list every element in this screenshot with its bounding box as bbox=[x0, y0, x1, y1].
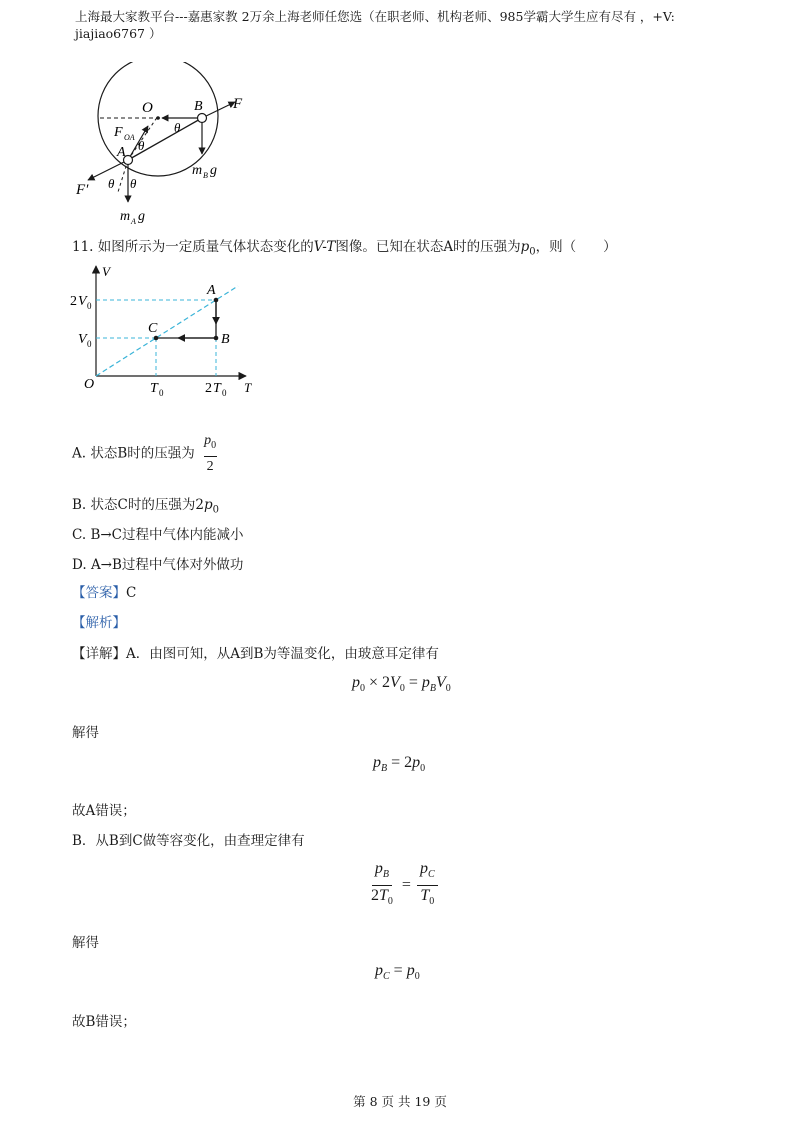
eq4-p0: p bbox=[406, 962, 415, 979]
eq1-v: V bbox=[390, 674, 400, 691]
eq1-pb-sub: B bbox=[429, 683, 436, 695]
label-theta-left: θ bbox=[108, 176, 115, 191]
eq1-times: × 2 bbox=[365, 674, 391, 691]
label-o: O bbox=[142, 100, 153, 116]
label-foa-sub: OA bbox=[124, 133, 135, 142]
label-a: A bbox=[117, 145, 126, 160]
label-mag: m bbox=[120, 209, 131, 224]
question-text-1: 如图所示为一定质量气体状态变化的 bbox=[97, 239, 314, 255]
label-foa: F bbox=[114, 125, 123, 140]
tick-t0-sub: 0 bbox=[159, 388, 164, 398]
eq3-n2-sub: C bbox=[427, 869, 435, 881]
question-number: 11. bbox=[72, 239, 94, 255]
option-a-text: 状态B时的压强为 bbox=[90, 445, 195, 462]
eq4-p: p bbox=[375, 962, 383, 979]
answer-value: C bbox=[126, 585, 137, 601]
analysis-tag: 【解析】 bbox=[72, 615, 126, 631]
label-theta-right: θ bbox=[130, 176, 137, 191]
eq2-p0-sub: 0 bbox=[420, 763, 426, 775]
answer-tag: 【答案】 bbox=[72, 585, 126, 601]
vt-graph bbox=[66, 262, 266, 402]
page-footer: 第 8 页 共 19 页 bbox=[353, 1094, 447, 1109]
option-b-sub: 0 bbox=[212, 504, 219, 516]
question-text-3: ，则（ ） bbox=[535, 239, 617, 255]
tick-2v0-v: V bbox=[78, 294, 87, 309]
option-b bbox=[72, 496, 219, 520]
state-a-label: A bbox=[207, 283, 216, 298]
option-a-label: A. bbox=[72, 445, 87, 462]
solve-label-1: 解得 bbox=[72, 725, 99, 741]
center-o bbox=[156, 116, 160, 120]
eq2-p0: p bbox=[412, 754, 421, 771]
tick-v0-v: V bbox=[78, 332, 87, 347]
eq4-p-sub: C bbox=[383, 971, 390, 983]
question-p0-sub: 0 bbox=[529, 246, 536, 258]
equation-pb bbox=[373, 754, 425, 774]
option-b-p: p bbox=[203, 497, 213, 513]
equation-charles bbox=[366, 860, 440, 911]
header-line-1: 上海最大家教平台---嘉惠家教 2万余上海老师任您选（在职老师、机构老师、985学霸大学生应有尽有 ，+V: bbox=[75, 9, 675, 24]
eq1-v2-sub: 0 bbox=[445, 683, 451, 695]
eq3-d1-pre: 2 bbox=[371, 887, 379, 905]
label-mag-sub: A bbox=[131, 217, 136, 226]
force-diagram bbox=[70, 62, 260, 232]
detail-b-text: B．从B到C做等容变化，由查理定律有 bbox=[72, 833, 305, 849]
detail-tag: 【详解】 bbox=[72, 646, 126, 662]
option-d-label: D. bbox=[72, 557, 87, 573]
eq4-p0-sub: 0 bbox=[414, 971, 420, 983]
eq1-v-sub: 0 bbox=[399, 683, 405, 695]
eq3-fraction-right bbox=[417, 860, 438, 911]
label-mag-g: g bbox=[138, 209, 145, 224]
option-a-den: 2 bbox=[204, 456, 217, 476]
page-header bbox=[75, 8, 735, 42]
state-b-label: B bbox=[221, 332, 230, 347]
option-b-coef: 2 bbox=[195, 497, 204, 513]
point-c bbox=[154, 336, 159, 341]
point-b bbox=[214, 336, 219, 341]
eq3-d2-t: T bbox=[420, 887, 430, 905]
label-mbg-sub: B bbox=[203, 171, 208, 180]
question-text-2: 图像。已知在状态A时的压强为 bbox=[335, 239, 521, 255]
axis-label-t: T bbox=[244, 380, 252, 395]
tick-2t0-prefix: 2 bbox=[205, 381, 212, 396]
conclusion-a: 故A错误； bbox=[72, 803, 136, 819]
eq3-d1-sub: 0 bbox=[387, 896, 393, 908]
solve-label-2: 解得 bbox=[72, 935, 99, 951]
option-c-label: C. bbox=[72, 527, 87, 543]
eq3-d1-t: T bbox=[379, 887, 388, 905]
detail-a-line bbox=[72, 645, 439, 663]
tick-2v0-sub: 0 bbox=[87, 301, 92, 311]
eq2-equals: = 2 bbox=[387, 754, 413, 771]
answer-line bbox=[72, 584, 136, 602]
option-b-text: 状态C时的压强为 bbox=[90, 497, 196, 513]
eq2-p: p bbox=[373, 754, 381, 771]
eq4-equals: = bbox=[389, 962, 407, 979]
origin-label: O bbox=[84, 377, 95, 392]
label-fprime: F′ bbox=[76, 182, 89, 198]
label-mbg-g: g bbox=[210, 163, 217, 178]
eq1-p0: p bbox=[352, 674, 360, 691]
state-c-label: C bbox=[148, 321, 158, 336]
tick-2t0-t: T bbox=[213, 381, 221, 396]
equation-boyle bbox=[352, 674, 451, 694]
option-a bbox=[72, 432, 221, 476]
eq1-v2: V bbox=[435, 674, 446, 691]
eq3-equals: = bbox=[401, 876, 411, 894]
tick-2t0-sub: 0 bbox=[222, 388, 227, 398]
option-c-text: B→C过程中气体内能减小 bbox=[90, 527, 244, 543]
eq3-d2-sub: 0 bbox=[429, 896, 435, 908]
tick-2v0-prefix: 2 bbox=[70, 294, 77, 309]
eq3-n1-p: p bbox=[374, 860, 383, 877]
header-line-2: jiajiao6767 ） bbox=[75, 26, 162, 41]
label-f: F bbox=[233, 96, 243, 112]
eq3-n1-sub: B bbox=[382, 869, 389, 881]
equation-pc bbox=[375, 962, 420, 982]
tick-v0-sub: 0 bbox=[87, 339, 92, 349]
conclusion-b: 故B错误； bbox=[72, 1014, 136, 1030]
question-stem bbox=[72, 238, 617, 262]
eq3-n2-p: p bbox=[419, 860, 428, 877]
label-theta-a: θ bbox=[138, 138, 145, 153]
question-vt: V-T bbox=[313, 239, 336, 255]
eq1-p0-sub: 0 bbox=[360, 683, 365, 695]
option-d-text: A→B过程中气体对外做功 bbox=[90, 557, 244, 573]
label-b: B bbox=[194, 99, 203, 114]
eq3-fraction-left bbox=[368, 860, 396, 911]
eq1-pb: p bbox=[421, 674, 430, 691]
point-a bbox=[214, 298, 219, 303]
option-b-label: B. bbox=[72, 497, 87, 513]
axis-label-v: V bbox=[102, 264, 110, 279]
option-a-num-p: p bbox=[204, 433, 212, 448]
option-c bbox=[72, 526, 244, 544]
label-theta-b: θ bbox=[174, 120, 181, 135]
label-mbg: m bbox=[192, 163, 203, 178]
question-p0: p bbox=[520, 239, 530, 255]
detail-a-text: A．由图可知，从A到B为等温变化，由玻意耳定律有 bbox=[126, 646, 439, 662]
option-a-num-sub: 0 bbox=[211, 439, 217, 451]
eq1-equals: = bbox=[404, 674, 422, 691]
tick-t0-t: T bbox=[150, 381, 158, 396]
option-a-fraction bbox=[201, 432, 219, 476]
option-d bbox=[72, 556, 243, 574]
ball-b bbox=[198, 114, 207, 123]
eq2-p-sub: B bbox=[381, 763, 388, 775]
